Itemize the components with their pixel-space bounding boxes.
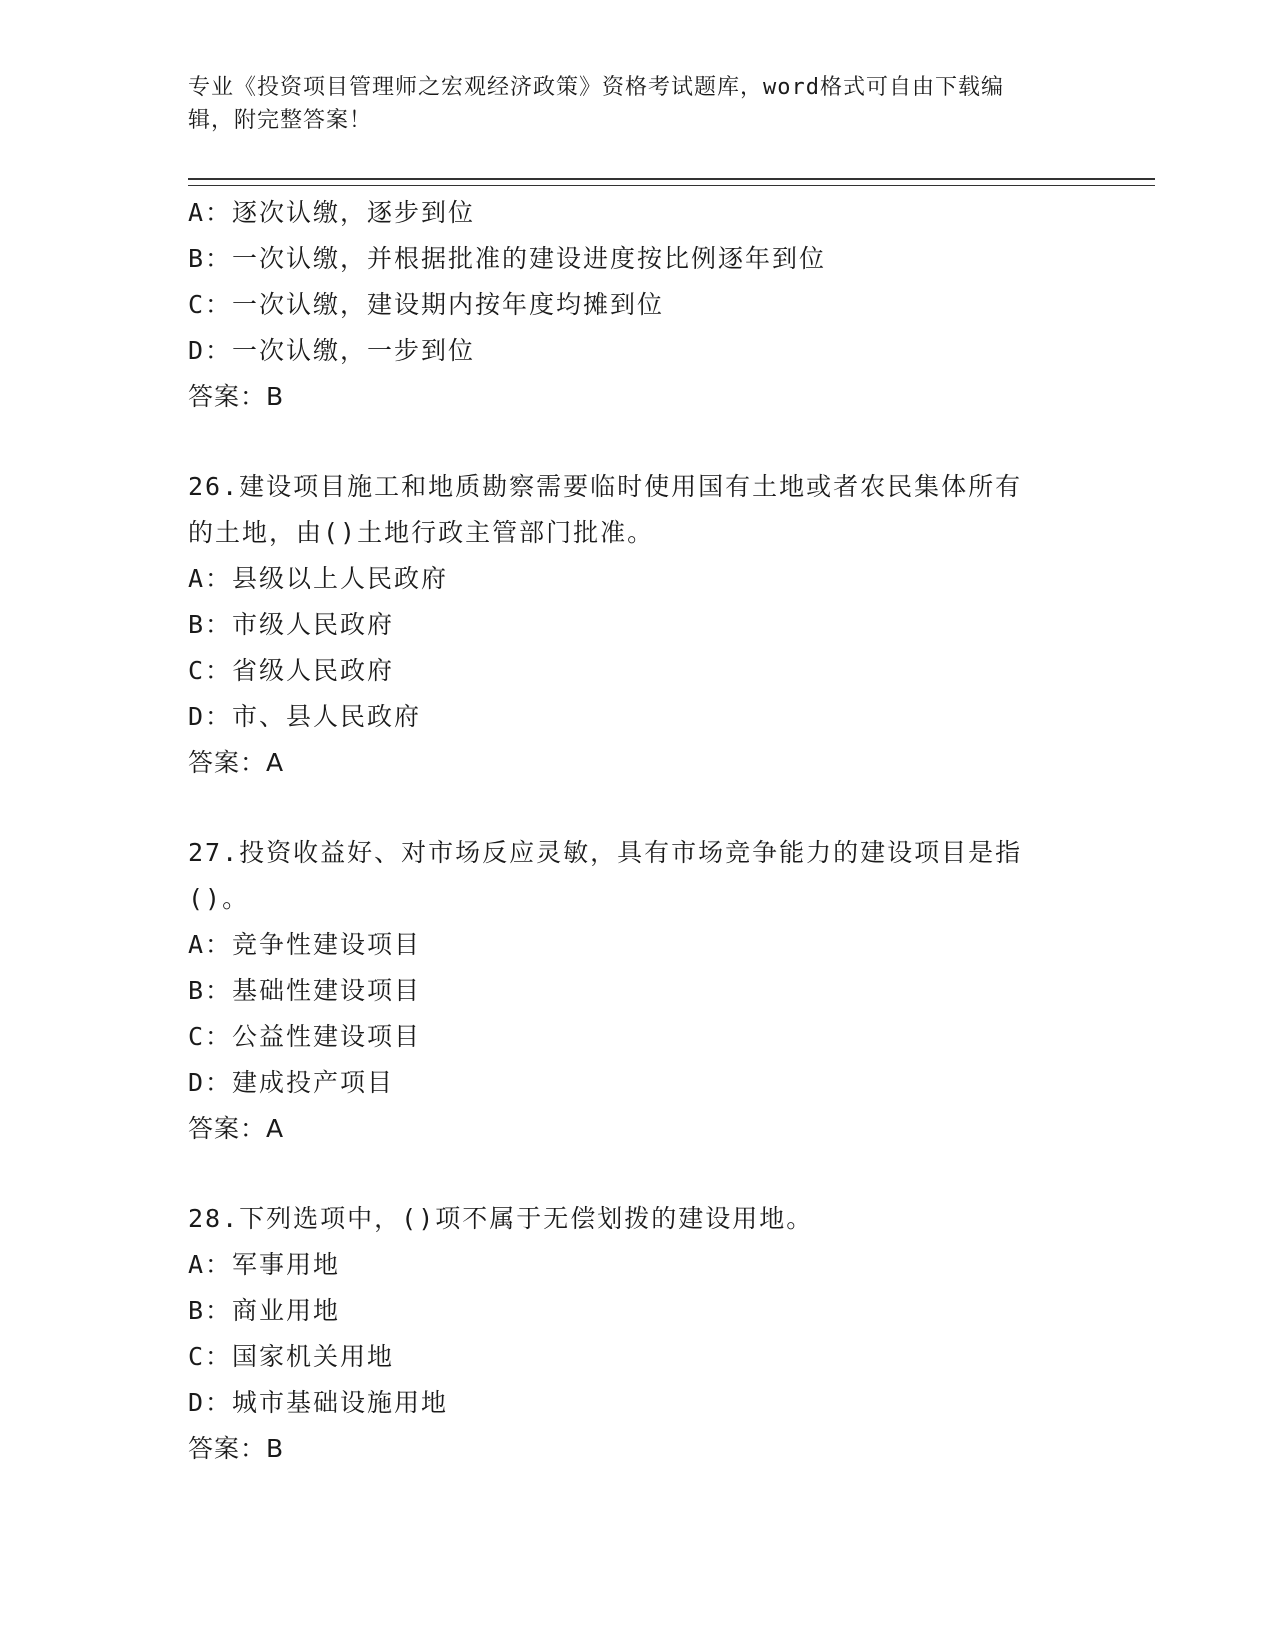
question-list [188, 190, 1148, 1472]
header-divider [188, 178, 1155, 186]
option-b: B：市级人民政府 [188, 610, 395, 639]
option-a: A：县级以上人民政府 [188, 564, 449, 593]
answer: 答案：B [188, 382, 285, 411]
option-d: D：城市基础设施用地 [188, 1388, 449, 1417]
question-block-25 [188, 190, 1148, 420]
question-block-26 [188, 464, 1148, 786]
spacer [188, 786, 1148, 830]
option-a: A：逐次认缴，逐步到位 [188, 198, 476, 227]
question-text-line: ()。 [188, 884, 250, 913]
option-b: B：商业用地 [188, 1296, 341, 1325]
question-text-line: 26.建设项目施工和地质勘察需要临时使用国有土地或者农民集体所有 [188, 472, 1023, 501]
header-line-2: 辑，附完整答案！ [188, 108, 373, 133]
option-d: D：一次认缴，一步到位 [188, 336, 476, 365]
question-text-line: 的土地，由()土地行政主管部门批准。 [188, 518, 655, 547]
question-block-28 [188, 1196, 1148, 1472]
option-c: C：国家机关用地 [188, 1342, 395, 1371]
option-c: C：一次认缴，建设期内按年度均摊到位 [188, 290, 665, 319]
option-c: C：省级人民政府 [188, 656, 395, 685]
option-b: B：基础性建设项目 [188, 976, 422, 1005]
answer: 答案：B [188, 1434, 285, 1463]
option-d: D：市、县人民政府 [188, 702, 422, 731]
option-a: A：竞争性建设项目 [188, 930, 422, 959]
answer: 答案：A [188, 1114, 285, 1143]
document-header [188, 71, 1088, 137]
spacer [188, 420, 1148, 464]
option-d: D：建成投产项目 [188, 1068, 395, 1097]
question-text-line: 27.投资收益好、对市场反应灵敏，具有市场竞争能力的建设项目是指 [188, 838, 1023, 867]
question-text-line: 28.下列选项中，()项不属于无偿划拨的建设用地。 [188, 1204, 814, 1233]
question-block-27 [188, 830, 1148, 1152]
option-b: B：一次认缴，并根据批准的建设进度按比例逐年到位 [188, 244, 827, 273]
option-a: A：军事用地 [188, 1250, 341, 1279]
header-line-1: 专业《投资项目管理师之宏观经济政策》资格考试题库，word格式可自由下载编 [188, 75, 1004, 100]
option-c: C：公益性建设项目 [188, 1022, 422, 1051]
answer: 答案：A [188, 748, 285, 777]
spacer [188, 1152, 1148, 1196]
